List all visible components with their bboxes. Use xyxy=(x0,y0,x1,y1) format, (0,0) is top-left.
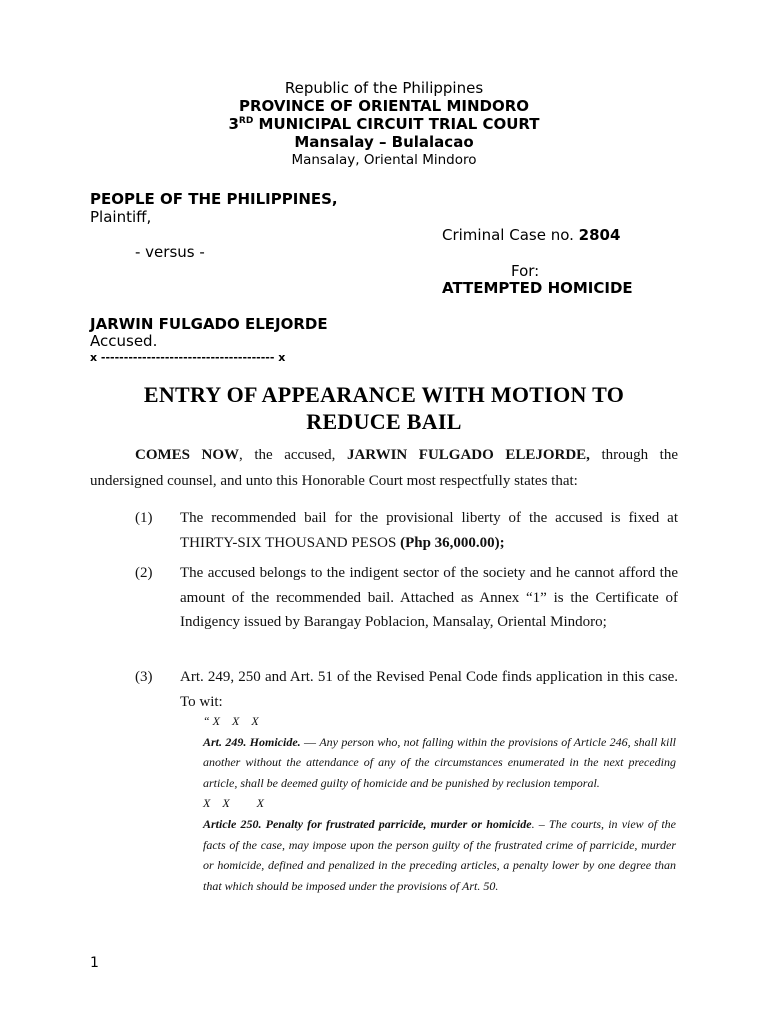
caption-separator: x -------------------------------------- x xyxy=(90,351,286,364)
comes-now: COMES NOW xyxy=(135,447,240,463)
art-250-paragraph xyxy=(203,814,676,896)
intro-text-2: through the undersigned counsel, and unto this Honorable Court most respectfully states that: xyxy=(90,447,678,489)
for-label: For: xyxy=(511,262,540,280)
court-ordinal-suffix: RD xyxy=(238,116,254,126)
page-number: 1 xyxy=(90,955,99,971)
title-line-2: REDUCE BAIL xyxy=(306,409,462,434)
intro-text-1: , the accused, xyxy=(239,447,347,463)
case-number: 2804 xyxy=(578,226,621,244)
item-1-number: (1) xyxy=(135,510,153,526)
art-250-text: . – The courts, in view of the facts of the case, may impose upon the person guilty of the frustrated crime of parricide, murder or homicide, defined and penalized in the preceding articles, a penalty lower by one degree than that which should be imposed under the provisions of Art. 50. xyxy=(203,816,676,893)
item-1-text xyxy=(180,506,678,555)
art-250-heading: Article 250. Penalty for frustrated parricide, murder or homicide xyxy=(203,816,532,831)
art-249-heading: Art. 249. Homicide. xyxy=(203,734,301,749)
court-branch-line: Mansalay – Bulalacao xyxy=(294,133,474,151)
item-1-amount: (Php 36,000.00); xyxy=(400,534,505,551)
versus-label: - versus - xyxy=(135,243,205,261)
intro-paragraph xyxy=(90,442,678,494)
title-line-1: ENTRY OF APPEARANCE WITH MOTION TO xyxy=(143,382,625,407)
offense-label: ATTEMPTED HOMICIDE xyxy=(442,279,633,297)
accused-name: JARWIN FULGADO ELEJORDE xyxy=(90,315,328,333)
quote-opening: “ X X X xyxy=(203,714,259,728)
item-3-text: Art. 249, 250 and Art. 51 of the Revised Penal Code finds application in this case. To wit: xyxy=(180,669,678,710)
case-number-line xyxy=(442,226,620,244)
quote-separator: X X X xyxy=(203,796,264,811)
document-title xyxy=(0,381,768,435)
republic-line: Republic of the Philippines xyxy=(284,79,484,97)
province-line: PROVINCE OF ORIENTAL MINDORO xyxy=(238,97,530,115)
court-header xyxy=(0,79,768,169)
art-249-dash: — xyxy=(300,734,320,749)
item-1-body: The recommended bail for the provisional liberty of the accused is fixed at THIRTY-SIX THOUSAND PESOS xyxy=(180,510,678,551)
plaintiff-name: PEOPLE OF THE PHILIPPINES, xyxy=(90,190,338,208)
court-ordinal: 3 xyxy=(228,115,239,133)
case-label: Criminal Case no. xyxy=(442,226,579,244)
intro-accused-name: JARWIN FULGADO ELEJORDE, xyxy=(346,447,590,463)
court-name: MUNICIPAL CIRCUIT TRIAL COURT xyxy=(253,115,540,133)
court-line xyxy=(0,115,768,133)
art-249-text: Any person who, not falling within the provisions of Article 246, shall kill another without the attendance of any of the circumstances enumerated in the next preceding article, shall be deemed guilty of homicide and be punished by reclusion temporal. xyxy=(203,734,676,790)
item-2-number: (2) xyxy=(135,565,153,581)
item-2-text: The accused belongs to the indigent sector of the society and he cannot afford the amount of the recommended bail. Attached as Annex “1” is the Certificate of Indigency issued by Barangay Poblacion, Mansalay, Oriental Mindoro; xyxy=(180,565,678,630)
art-249-paragraph xyxy=(203,732,676,794)
accused-role: Accused. xyxy=(90,332,158,350)
quoted-provisions xyxy=(203,711,676,896)
item-3-number: (3) xyxy=(135,669,153,685)
court-address-line: Mansalay, Oriental Mindoro xyxy=(291,152,477,168)
plaintiff-role: Plaintiff, xyxy=(90,208,152,226)
